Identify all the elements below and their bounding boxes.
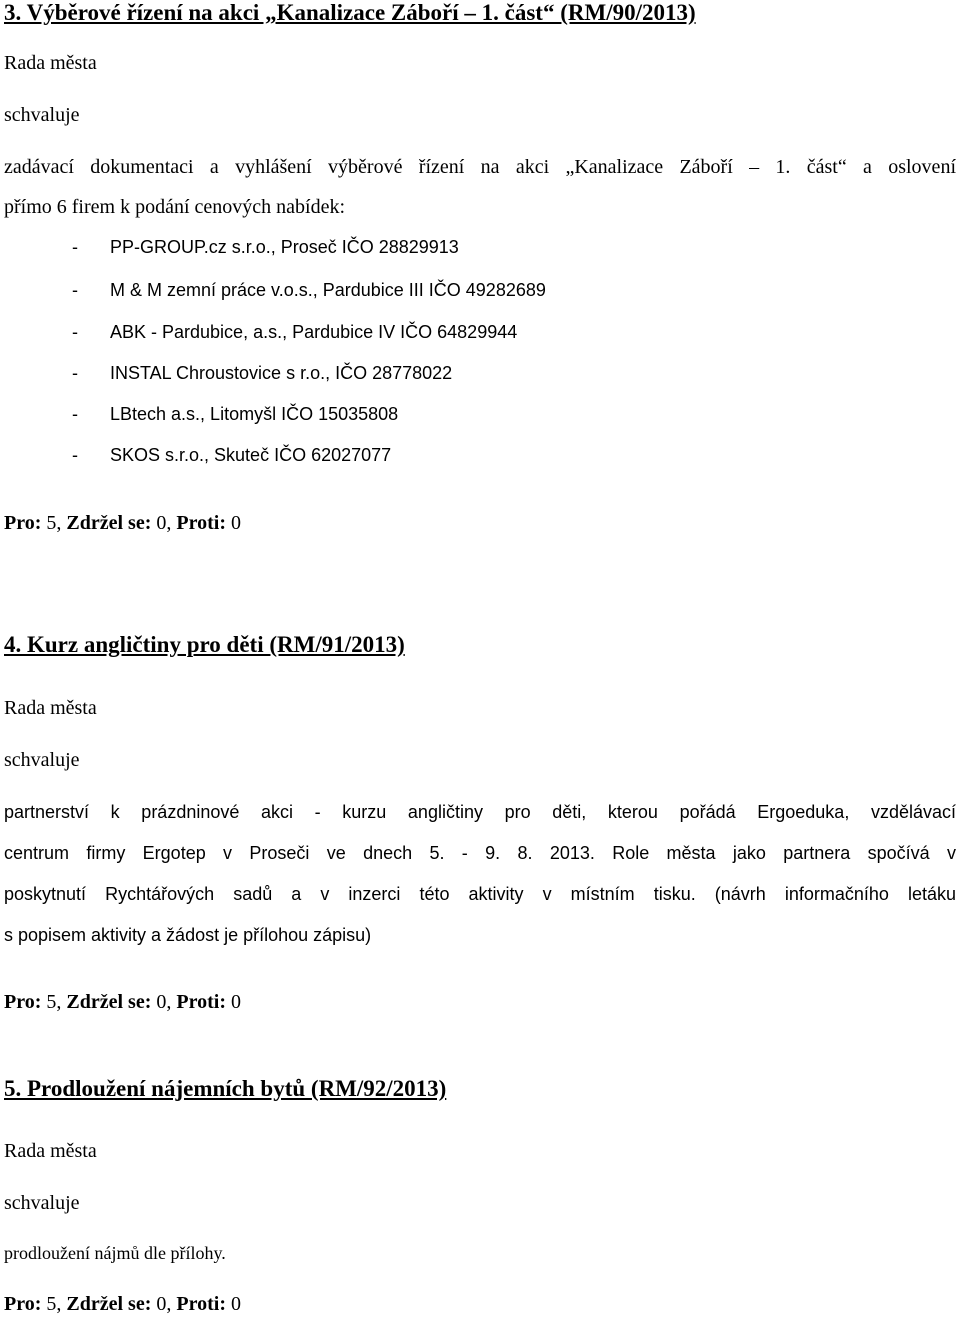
resolution-verb: schvaluje bbox=[4, 1192, 80, 1214]
section-heading: 3. Výběrové řízení na akci „Kanalizace Záboří – 1. část“ (RM/90/2013) bbox=[4, 0, 696, 25]
resolution-text-line: partnerství k prázdninové akci - kurzu angličtiny pro děti, kterou pořádá Ergoeduka, vzdělávací bbox=[4, 802, 956, 822]
resolution-text-line: přímo 6 firem k podání cenových nabídek: bbox=[4, 196, 346, 218]
section-heading: 4. Kurz angličtiny pro děti (RM/91/2013) bbox=[4, 632, 405, 657]
resolution-verb: schvaluje bbox=[4, 749, 80, 771]
vote-result: Pro: 5, Zdržel se: 0, Proti: 0 bbox=[4, 1293, 241, 1315]
resolution-text-line: centrum firmy Ergotep v Proseči ve dnech 5. - 9. 8. 2013. Role města jako partnera spočívá v bbox=[4, 843, 956, 863]
resolution-text-line: poskytnutí Rychtářových sadů a v inzerci této aktivity v místním tisku. (návrh informačního letáku bbox=[4, 884, 956, 904]
council-label: Rada města bbox=[4, 697, 97, 719]
resolution-text-line: zadávací dokumentaci a vyhlášení výběrové řízení na akci „Kanalizace Záboří – 1. část“ a oslovení bbox=[4, 156, 956, 178]
vote-result: Pro: 5, Zdržel se: 0, Proti: 0 bbox=[4, 512, 241, 534]
resolution-verb: schvaluje bbox=[4, 104, 80, 126]
vote-result: Pro: 5, Zdržel se: 0, Proti: 0 bbox=[4, 991, 241, 1013]
council-label: Rada města bbox=[4, 1140, 97, 1162]
council-label: Rada města bbox=[4, 52, 97, 74]
resolution-text-line: s popisem aktivity a žádost je přílohou zápisu) bbox=[4, 925, 372, 945]
section-heading: 5. Prodloužení nájemních bytů (RM/92/2013) bbox=[4, 1076, 447, 1101]
resolution-text-line: prodloužení nájmů dle přílohy. bbox=[4, 1243, 226, 1263]
